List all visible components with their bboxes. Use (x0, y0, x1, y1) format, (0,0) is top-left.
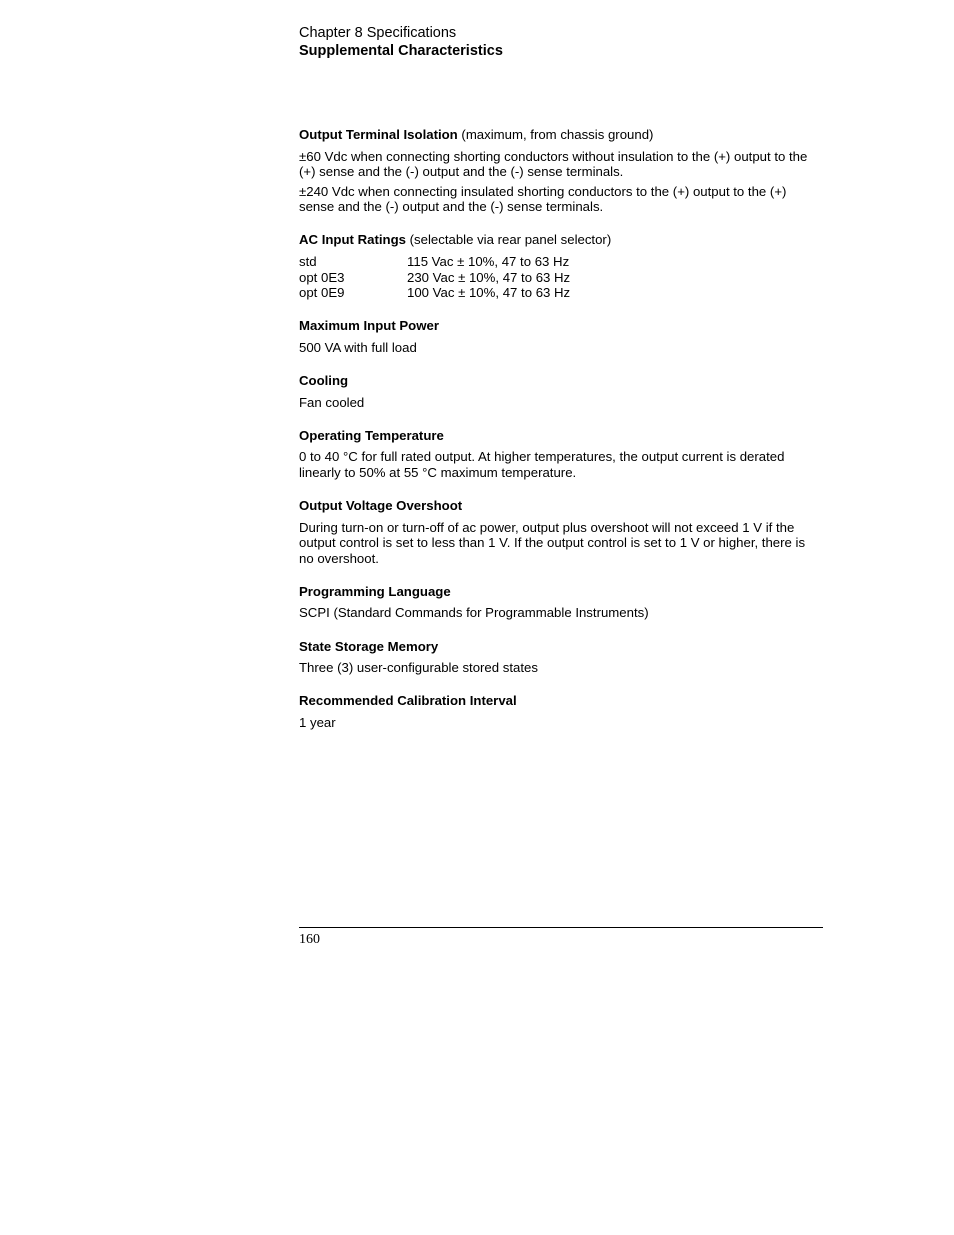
spec-heading: Operating Temperature (299, 427, 444, 443)
spec-heading: Output Voltage Overshoot (299, 498, 463, 513)
spec-text: 0 to 40 °C for full rated output. At higher temperatures, the output current is derated linearly to 50% at 55 °C maximum temperature. (299, 449, 785, 480)
spec-text: Three (3) user-configurable stored states (299, 660, 538, 676)
footer-rule (299, 927, 823, 928)
spec-maximum-input-power (299, 318, 823, 355)
rating-value: 100 Vac ± 10%, 47 to 63 Hz (407, 285, 571, 301)
spec-heading: Maximum Input Power (299, 318, 439, 334)
spec-recommended-calibration-interval (299, 693, 823, 730)
spec-text: 1 year (299, 714, 336, 730)
spec-text: ±240 Vdc when connecting insulated shorting conductors to the (+) output to the (+) sense and the (-) output and the (-) sense terminals. (299, 183, 787, 215)
rating-option: opt 0E9 (299, 285, 345, 301)
spec-qualifier: (maximum, from chassis ground) (461, 127, 654, 142)
spec-cooling (299, 373, 823, 410)
running-header (299, 24, 823, 60)
rating-value: 115 Vac ± 10%, 47 to 63 Hz (407, 254, 570, 270)
spec-list (299, 127, 823, 748)
chapter-title: Chapter 8 Specifications (299, 25, 457, 41)
spec-text: SCPI (Standard Commands for Programmable Instruments) (299, 605, 649, 621)
spec-state-storage-memory (299, 639, 823, 676)
ratings-table (299, 254, 823, 301)
section-title: Supplemental Characteristics (299, 43, 503, 59)
spec-text: Fan cooled (299, 394, 365, 410)
rating-option: std (299, 254, 317, 270)
spec-operating-temperature (299, 428, 823, 481)
spec-heading: State Storage Memory (299, 638, 439, 654)
rating-option: opt 0E3 (299, 269, 345, 285)
spec-output-terminal-isolation (299, 127, 823, 215)
spec-heading: Recommended Calibration Interval (299, 693, 517, 709)
spec-ac-input-ratings (299, 232, 823, 300)
spec-text: 500 VA with full load (299, 339, 417, 355)
rating-value: 230 Vac ± 10%, 47 to 63 Hz (407, 269, 571, 285)
spec-qualifier: (selectable via rear panel selector) (409, 232, 612, 248)
spec-programming-language (299, 584, 823, 621)
spec-text: During turn-on or turn-off of ac power, output plus overshoot will not exceed 1 V if the output control is set to less than 1 V. If the output control is set to 1 V or higher, there is no overshoot. (299, 519, 806, 566)
spec-text: ±60 Vdc when connecting shorting conductors without insulation to the (+) output to the (+) sense and the (-) output and the (-) sense terminals. (299, 148, 808, 180)
page-number: 160 (299, 932, 320, 947)
spec-heading: AC Input Ratings (299, 232, 406, 248)
spec-output-voltage-overshoot (299, 498, 823, 566)
spec-heading: Programming Language (299, 583, 451, 599)
spec-heading: Cooling (299, 373, 349, 389)
spec-heading: Output Terminal Isolation (299, 127, 458, 142)
